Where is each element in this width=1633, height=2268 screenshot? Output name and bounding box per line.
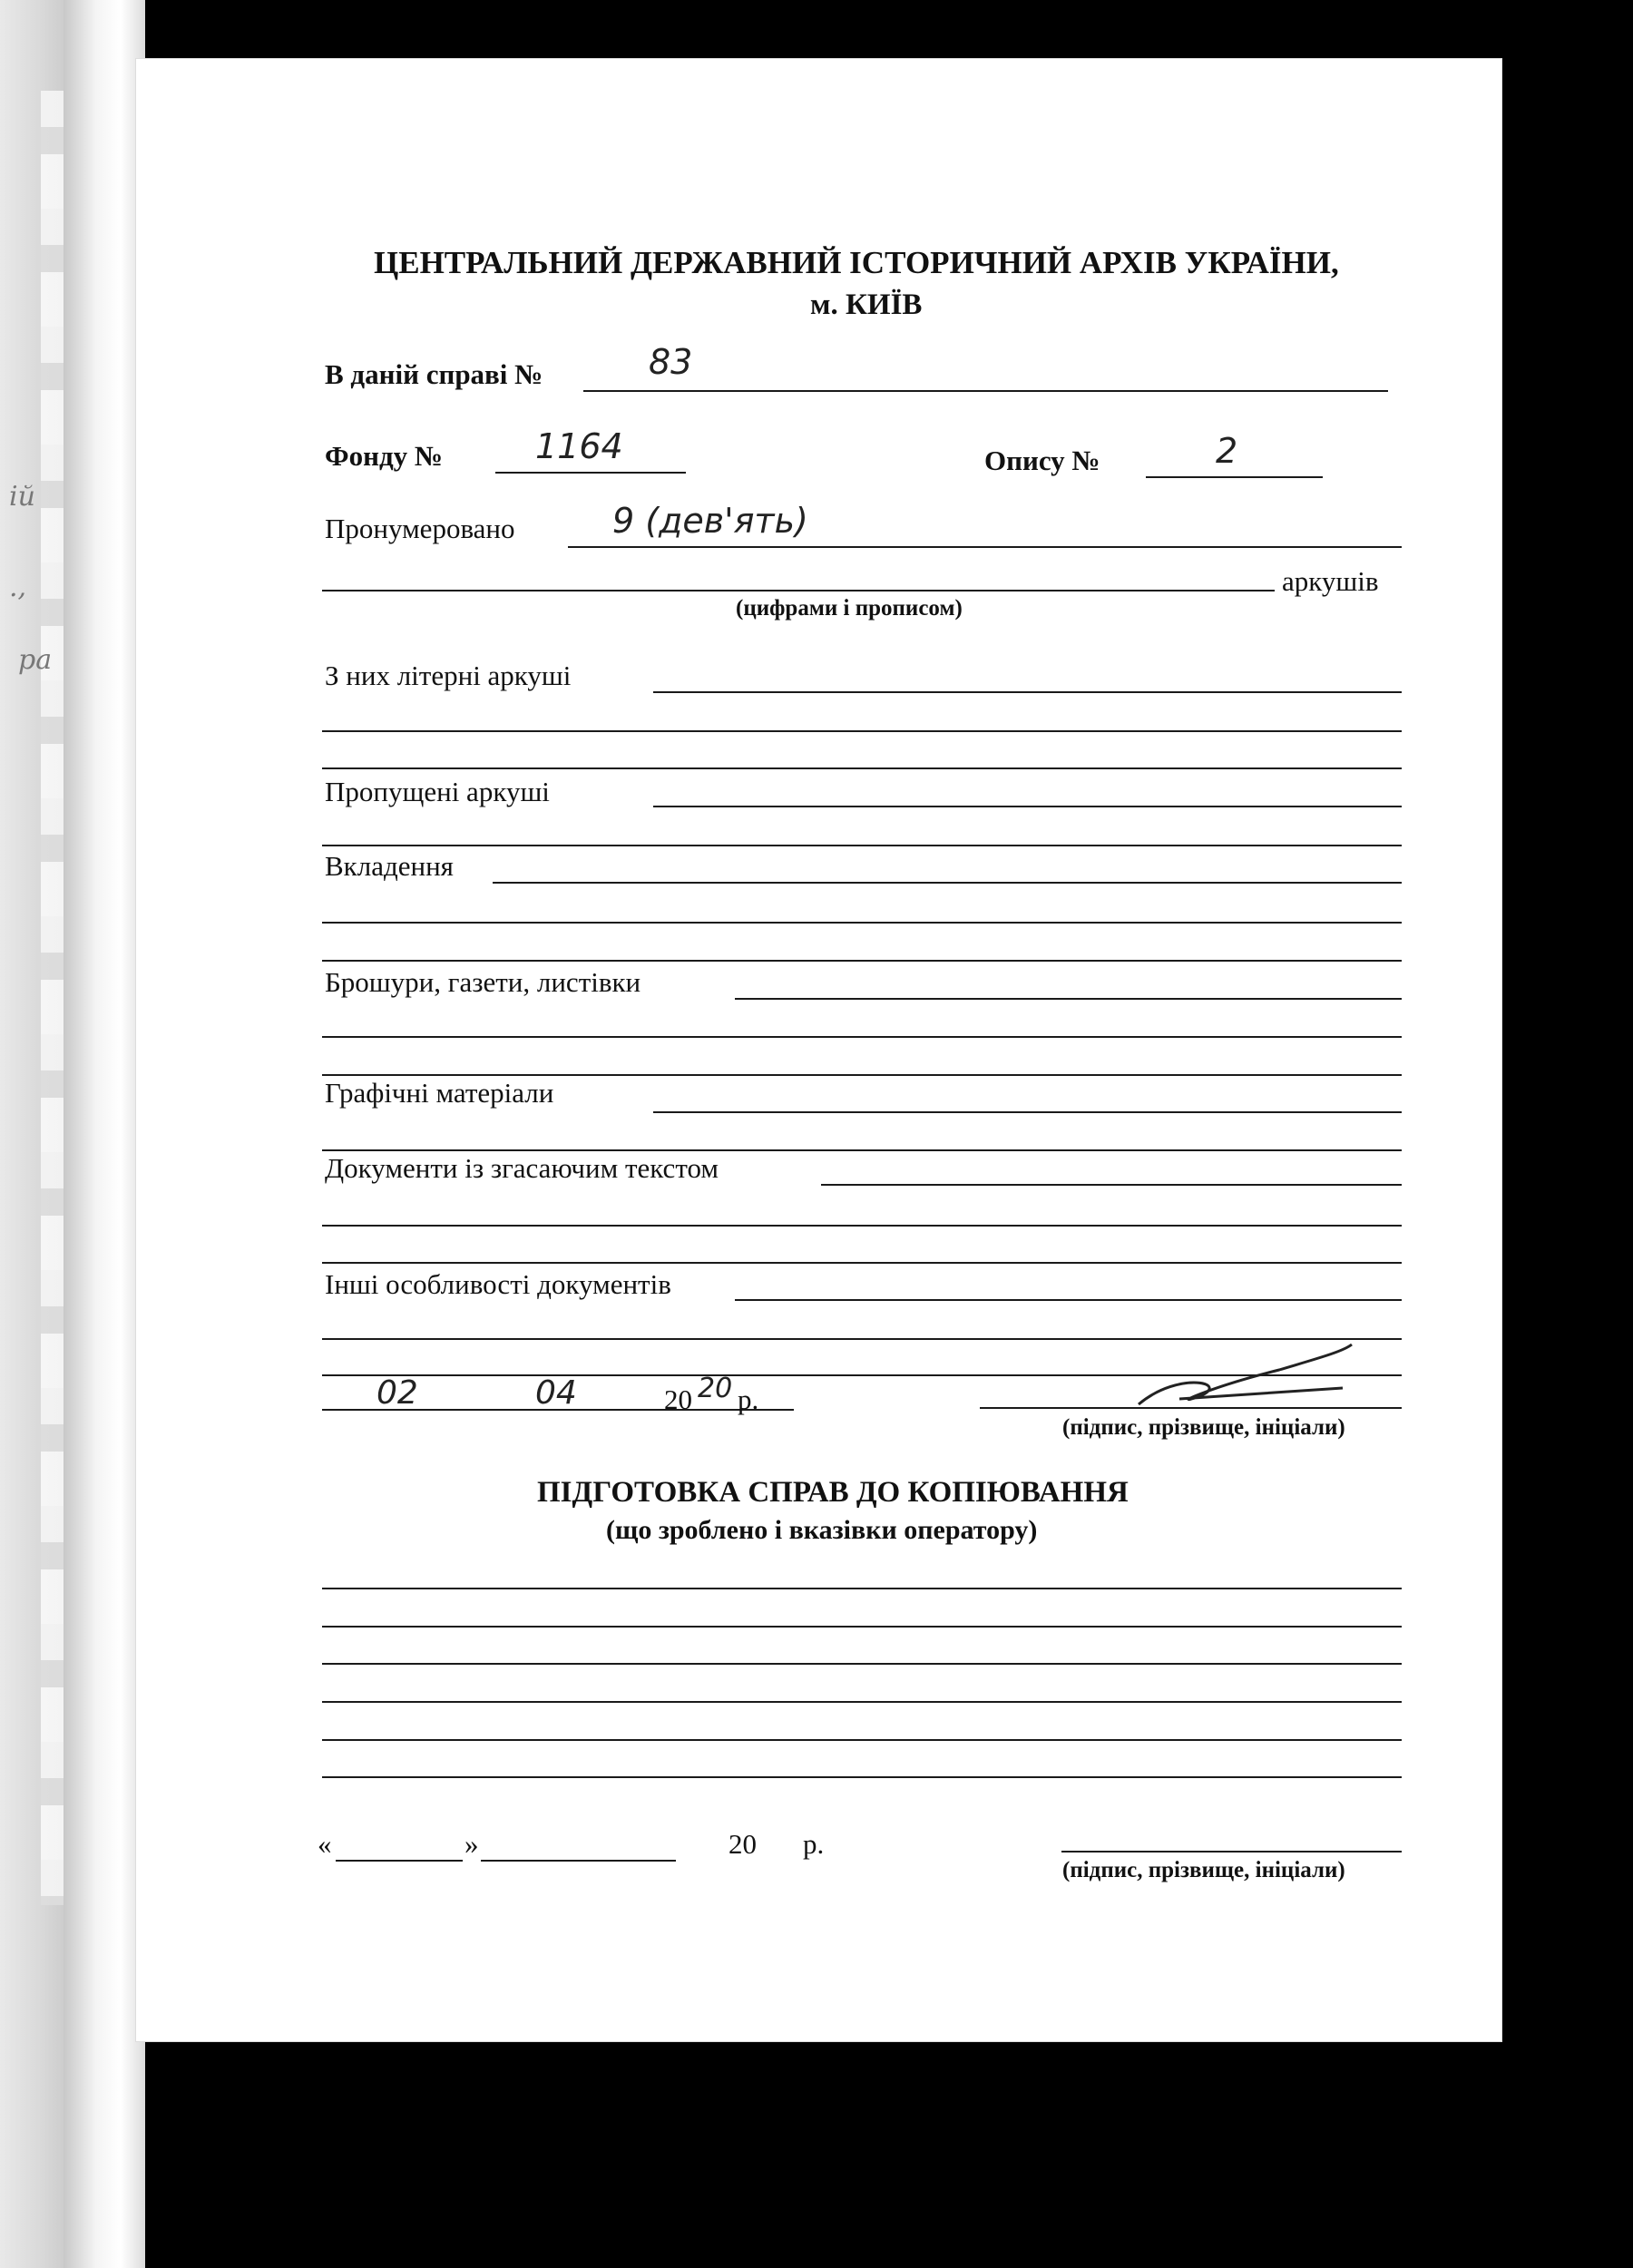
signature-hint: (підпис, прізвище, ініціали): [1062, 1415, 1345, 1440]
date2-month-line[interactable]: [481, 1860, 676, 1862]
fading-docs-line-2[interactable]: [322, 1225, 1402, 1227]
previous-page-edge: [0, 0, 136, 2268]
margin-scribble: .,: [9, 572, 27, 603]
date2-year-unit: р.: [803, 1828, 825, 1860]
opys-label: Опису №: [984, 445, 1100, 476]
section2-title: ПІДГОТОВКА СПРАВ ДО КОПІЮВАННЯ: [537, 1476, 1129, 1509]
brochures-label: Брошури, газети, листівки: [325, 966, 641, 998]
case-number-line: [583, 390, 1388, 392]
date2-year-prefix: 20: [728, 1828, 757, 1860]
fading-docs-line-3[interactable]: [322, 1262, 1402, 1264]
attachments-line-3[interactable]: [322, 960, 1402, 962]
operator-note-line-4[interactable]: [322, 1701, 1402, 1703]
margin-scribble: ра: [18, 644, 53, 676]
date2-close-quote: »: [464, 1828, 479, 1860]
numbered-value[interactable]: 9 (дев'ять): [612, 501, 808, 541]
brochures-line-3[interactable]: [322, 1074, 1402, 1076]
other-features-line[interactable]: [735, 1299, 1402, 1301]
case-number-value[interactable]: 83: [649, 342, 693, 382]
signature-scribble-icon: [1125, 1334, 1361, 1415]
margin-scribble: ій: [9, 481, 35, 513]
opys-line: [1146, 476, 1323, 478]
attachments-line[interactable]: [493, 882, 1402, 884]
signature2-hint: (підпис, прізвище, ініціали): [1062, 1858, 1345, 1882]
literal-sheets-label: З них літерні аркуші: [325, 660, 572, 691]
missing-sheets-label: Пропущені аркуші: [325, 776, 550, 807]
date-day[interactable]: 02: [376, 1374, 418, 1412]
missing-sheets-line-2[interactable]: [322, 845, 1402, 846]
date-year-prefix: 20: [664, 1383, 692, 1415]
operator-note-line-2[interactable]: [322, 1626, 1402, 1628]
date2-open-quote: «: [318, 1828, 332, 1860]
opys-value[interactable]: 2: [1216, 431, 1238, 471]
operator-note-line-1[interactable]: [322, 1588, 1402, 1589]
numbered-hint: (цифрами і прописом): [736, 596, 963, 621]
graphics-line[interactable]: [653, 1111, 1402, 1113]
numbered-line: [568, 546, 1402, 548]
literal-sheets-line-3[interactable]: [322, 767, 1402, 769]
numbered-label: Пронумеровано: [325, 513, 515, 544]
numbered-line-2: [322, 590, 1275, 591]
signature2-line[interactable]: [1061, 1851, 1402, 1853]
other-features-label: Інші особливості документів: [325, 1268, 671, 1300]
archive-form-page: [136, 59, 1501, 2041]
numbered-suffix: аркушів: [1282, 565, 1379, 597]
archive-title: ЦЕНТРАЛЬНИЙ ДЕРЖАВНИЙ ІСТОРИЧНИЙ АРХІВ УКРАЇНИ,: [374, 245, 1339, 280]
fond-line: [495, 472, 686, 474]
literal-sheets-line-2[interactable]: [322, 730, 1402, 732]
graphics-line-2[interactable]: [322, 1149, 1402, 1151]
brochures-line-2[interactable]: [322, 1036, 1402, 1038]
operator-note-line-3[interactable]: [322, 1663, 1402, 1665]
attachments-line-2[interactable]: [322, 922, 1402, 924]
date-month[interactable]: 04: [535, 1374, 577, 1412]
operator-note-line-6[interactable]: [322, 1776, 1402, 1778]
missing-sheets-line[interactable]: [653, 806, 1402, 807]
attachments-label: Вкладення: [325, 850, 454, 882]
fading-docs-line[interactable]: [821, 1184, 1402, 1186]
date-year-suffix[interactable]: 20: [698, 1373, 733, 1404]
fond-label: Фонду №: [325, 440, 444, 472]
fond-value[interactable]: 1164: [535, 426, 623, 466]
case-number-label: В даній справі №: [325, 358, 543, 390]
brochures-line[interactable]: [735, 998, 1402, 1000]
fading-docs-label: Документи із згасаючим текстом: [325, 1152, 719, 1184]
page-fold-shadow: [64, 0, 145, 2268]
section2-subtitle: (що зроблено і вказівки оператору): [606, 1515, 1038, 1545]
date-year-unit: р.: [738, 1383, 759, 1415]
archive-city: м. КИЇВ: [810, 288, 923, 321]
graphics-label: Графічні матеріали: [325, 1077, 554, 1109]
literal-sheets-line[interactable]: [653, 691, 1402, 693]
operator-note-line-5[interactable]: [322, 1739, 1402, 1741]
date2-day-line[interactable]: [336, 1860, 463, 1862]
